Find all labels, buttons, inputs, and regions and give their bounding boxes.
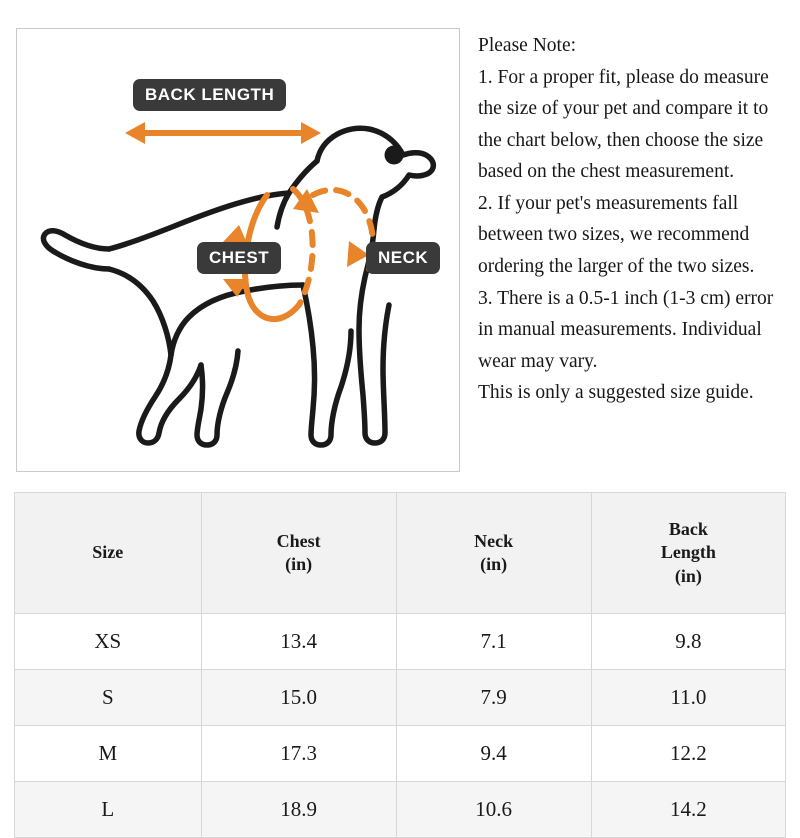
column-header-chest-line1: Chest bbox=[276, 530, 321, 551]
cell-size: S bbox=[15, 670, 202, 726]
cell-size: M bbox=[15, 726, 202, 782]
dog-measurement-diagram bbox=[16, 28, 460, 472]
cell-chest: 18.9 bbox=[201, 782, 396, 838]
cell-chest: 15.0 bbox=[201, 670, 396, 726]
cell-neck: 10.6 bbox=[396, 782, 591, 838]
table-row bbox=[15, 726, 786, 782]
cell-size: XS bbox=[15, 614, 202, 670]
dog-eye-icon bbox=[385, 146, 404, 165]
label-neck: NECK bbox=[366, 242, 440, 274]
note-footer: This is only a suggested size guide. bbox=[478, 382, 754, 404]
notes-heading: Please Note: bbox=[478, 35, 577, 56]
column-header-neck bbox=[396, 493, 591, 614]
label-chest: CHEST bbox=[197, 242, 281, 274]
table-row bbox=[15, 614, 786, 670]
cell-back-length: 14.2 bbox=[591, 782, 785, 838]
size-chart-table bbox=[14, 492, 786, 838]
size-chart-table-wrapper bbox=[14, 492, 786, 838]
cell-chest: 17.3 bbox=[201, 726, 396, 782]
note-item-2: 2. If your pet's measurements fall between two sizes, we recommend ordering the larger of the two sizes. bbox=[478, 192, 755, 278]
cell-neck: 9.4 bbox=[396, 726, 591, 782]
back-length-arrow-right-head bbox=[301, 122, 321, 144]
cell-chest: 13.4 bbox=[201, 614, 396, 670]
cell-size: L bbox=[15, 782, 202, 838]
column-header-chest bbox=[201, 493, 396, 614]
cell-back-length: 9.8 bbox=[591, 614, 785, 670]
table-row bbox=[15, 670, 786, 726]
column-header-neck-line2: (in) bbox=[480, 554, 508, 574]
table-row bbox=[15, 782, 786, 838]
cell-neck: 7.1 bbox=[396, 614, 591, 670]
column-header-back-length bbox=[591, 493, 785, 614]
column-header-size-line1: Size bbox=[92, 542, 124, 563]
column-header-chest-line2: (in) bbox=[285, 554, 313, 574]
label-back-length: BACK LENGTH bbox=[133, 79, 286, 111]
back-length-arrow-left-head bbox=[125, 122, 145, 144]
table-header-row bbox=[15, 493, 786, 614]
column-header-back-line1: Back bbox=[668, 519, 708, 540]
cell-back-length: 11.0 bbox=[591, 670, 785, 726]
column-header-back-line3: (in) bbox=[674, 565, 702, 586]
please-note-block bbox=[478, 28, 786, 409]
cell-neck: 7.9 bbox=[396, 670, 591, 726]
note-item-3: 3. There is a 0.5-1 inch (1-3 cm) error in manual measurements. Individual wear may vary. bbox=[478, 287, 774, 372]
column-header-neck-line1: Neck bbox=[474, 530, 514, 551]
note-item-1: 1. For a proper fit, please do measure the size of your pet and compare it to the chart below, then choose the size based on the chest measurement. bbox=[478, 66, 769, 183]
column-header-back-line2: Length bbox=[660, 542, 716, 563]
column-header-size bbox=[15, 493, 202, 614]
cell-back-length: 12.2 bbox=[591, 726, 785, 782]
